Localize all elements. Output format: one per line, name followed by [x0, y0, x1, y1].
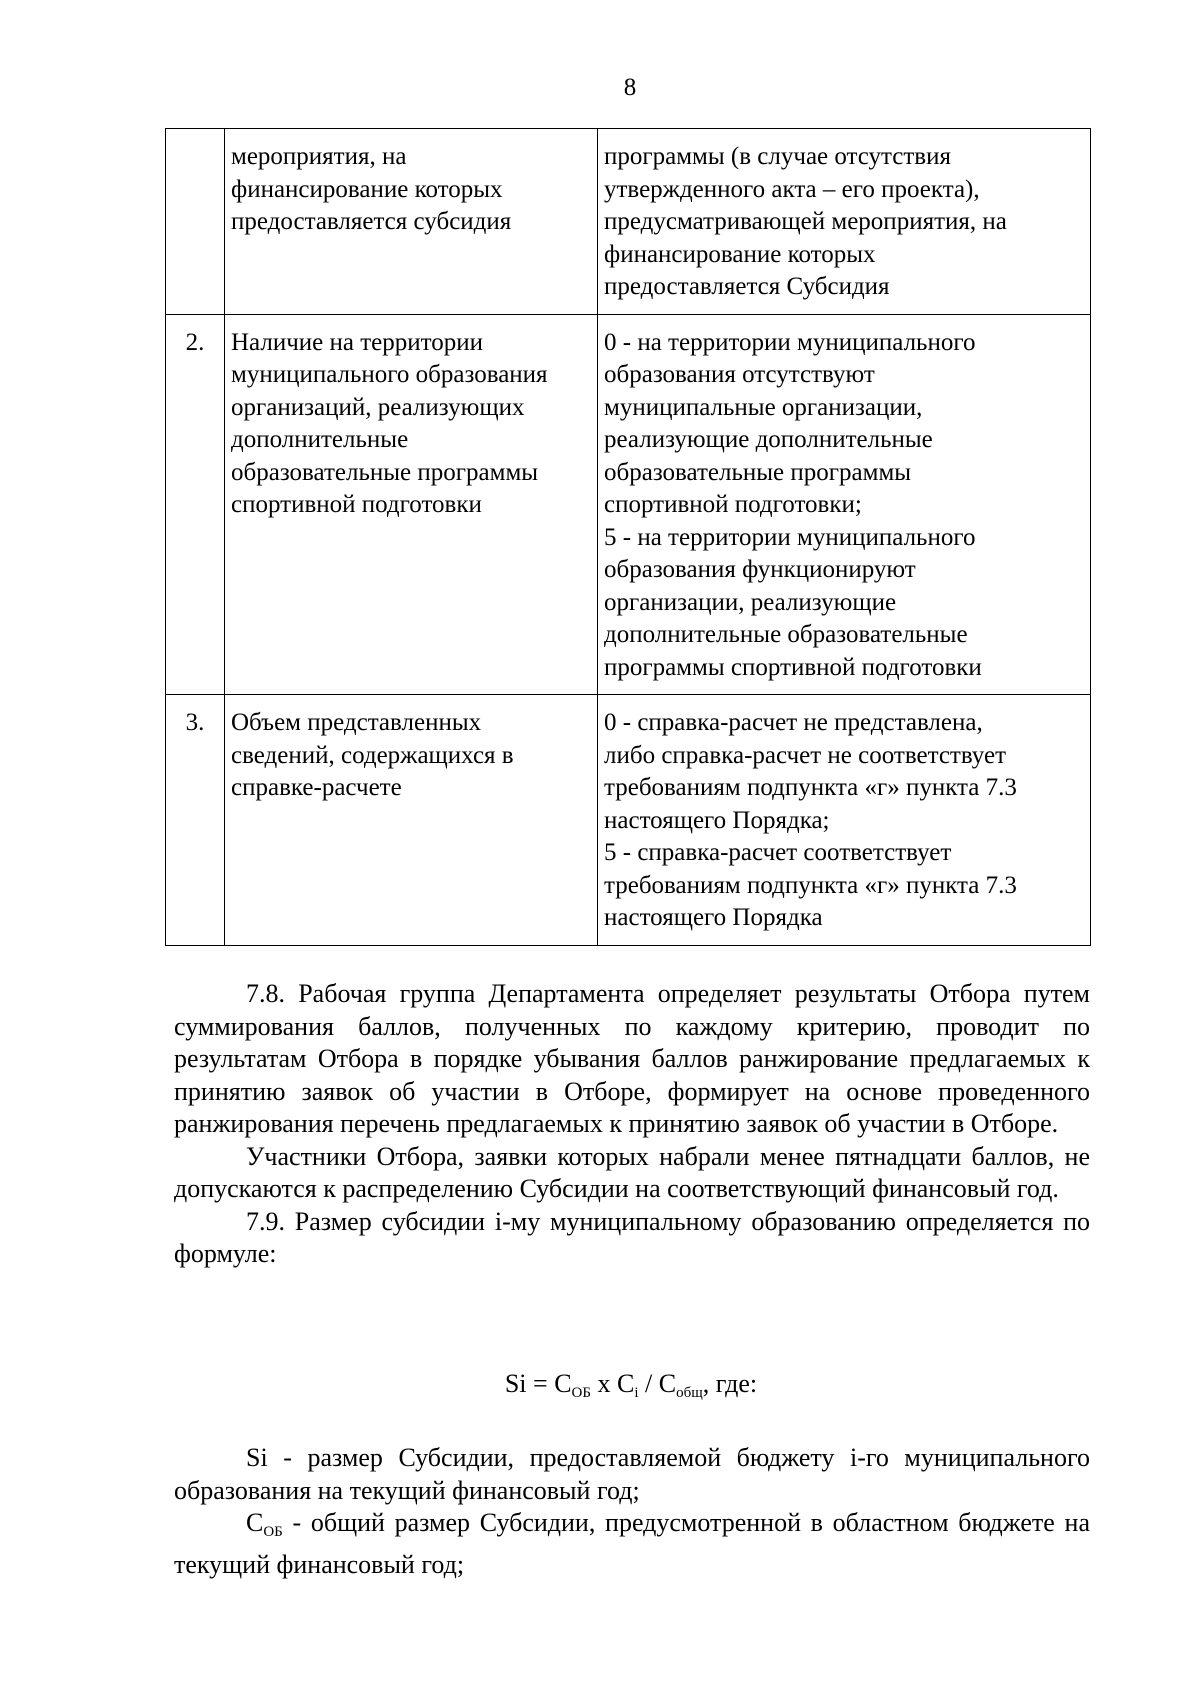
cell-line: образования функционируют: [604, 556, 916, 583]
cell-line: образовательные программы: [231, 458, 539, 486]
cell-line: дополнительные образовательные: [604, 621, 968, 648]
cell-line: организаций, реализующих: [231, 393, 525, 421]
cell-line: реализующие дополнительные: [604, 426, 933, 453]
cell-line: 0 - на территории муниципального: [604, 328, 976, 356]
cell-line: либо справка-расчет не соответствует: [604, 741, 1006, 769]
cell-line: спортивной подготовки: [231, 491, 482, 518]
cell-line: финансирование которых: [604, 240, 876, 268]
cell-line: финансирование которых: [231, 175, 503, 203]
table-row: [166, 314, 1091, 695]
row-number: [166, 129, 225, 315]
cell-line: программы (в случае отсутствия: [604, 143, 951, 170]
cell-line: требованиям подпункта «г» пункта 7.3: [604, 774, 1017, 801]
paragraph-7-9: 7.9. Размер субсидии i-му муниципальному образованию определяется по формуле:: [174, 1206, 1090, 1268]
scoring-cell: [598, 314, 1091, 695]
cell-line: спортивной подготовки;: [604, 491, 862, 518]
cell-line: предоставляется Субсидия: [604, 273, 890, 300]
cell-line: организации, реализующие: [604, 588, 897, 616]
definition-si: Si - размер Субсидии, предоставляемой бюджету i-го муниципального образования на текущий финансовый год;: [174, 1443, 1090, 1505]
cell-line: утвержденного акта – его проекта),: [604, 175, 980, 203]
row-number: 3.: [166, 695, 225, 946]
cell-line: Наличие на территории: [231, 328, 484, 356]
cell-line: образования отсутствуют: [604, 361, 875, 388]
criterion-cell: [225, 695, 598, 946]
paragraph-7-8: 7.8. Рабочая группа Департамента определяет результаты Отбора путем суммирования баллов, полученных по каждому критерию, проводит по результатам Отбора в порядке убывания баллов ранжирование предлагаемых к принятию заявок об участии в Отборе, формирует на основе проведенного ранжирования перечень предлагаемых к принятию заявок об участии в Отборе.: [174, 979, 1090, 1138]
criterion-cell: [225, 129, 598, 315]
row-number: 2.: [166, 314, 225, 695]
cell-line: муниципального образования: [231, 361, 548, 388]
cell-line: 5 - на территории муниципального: [604, 523, 976, 551]
cell-line: Объем представленных: [231, 709, 482, 736]
cell-line: дополнительные: [231, 426, 409, 453]
definition-cob: $C_{ОБ}$ - общий размер Субсидии, предусмотренной в областном бюджете на текущий финансовый год;: [174, 1508, 1090, 1579]
cell-line: 0 - справка-расчет не представлена,: [604, 709, 983, 736]
criterion-cell: [225, 314, 598, 695]
cell-line: предусматривающей мероприятия, на: [604, 208, 1007, 235]
table-row: [166, 695, 1091, 946]
cell-line: справке-расчете: [231, 774, 402, 801]
cell-line: образовательные программы: [604, 458, 912, 486]
cell-line: настоящего Порядка: [604, 904, 823, 931]
cell-line: настоящего Порядка;: [604, 806, 830, 834]
cell-line: 5 - справка-расчет соответствует: [604, 839, 952, 866]
cell-line: муниципальные организации,: [604, 393, 923, 421]
cell-line: мероприятия, на: [231, 143, 407, 170]
criteria-table: [165, 128, 1091, 946]
scoring-cell: [598, 129, 1091, 315]
cell-line: предоставляется субсидия: [231, 208, 512, 235]
cell-line: требованиям подпункта «г» пункта 7.3: [604, 871, 1017, 899]
page-number: 8: [623, 74, 637, 101]
formula: $Si = C_{ОБ}$ x $C_i / C_{общ}$, где:: [504, 1369, 758, 1401]
table-row: [166, 129, 1091, 315]
cell-line: сведений, содержащихся в: [231, 741, 514, 769]
paragraph-participants: Участники Отбора, заявки которых набрали менее пятнадцати баллов, не допускаются к распределению Субсидии на соответствующий финансовый год.: [174, 1141, 1090, 1203]
cell-line: программы спортивной подготовки: [604, 653, 982, 681]
scoring-cell: [598, 695, 1091, 946]
main-text: [174, 978, 1090, 1271]
definitions: [174, 1442, 1090, 1581]
